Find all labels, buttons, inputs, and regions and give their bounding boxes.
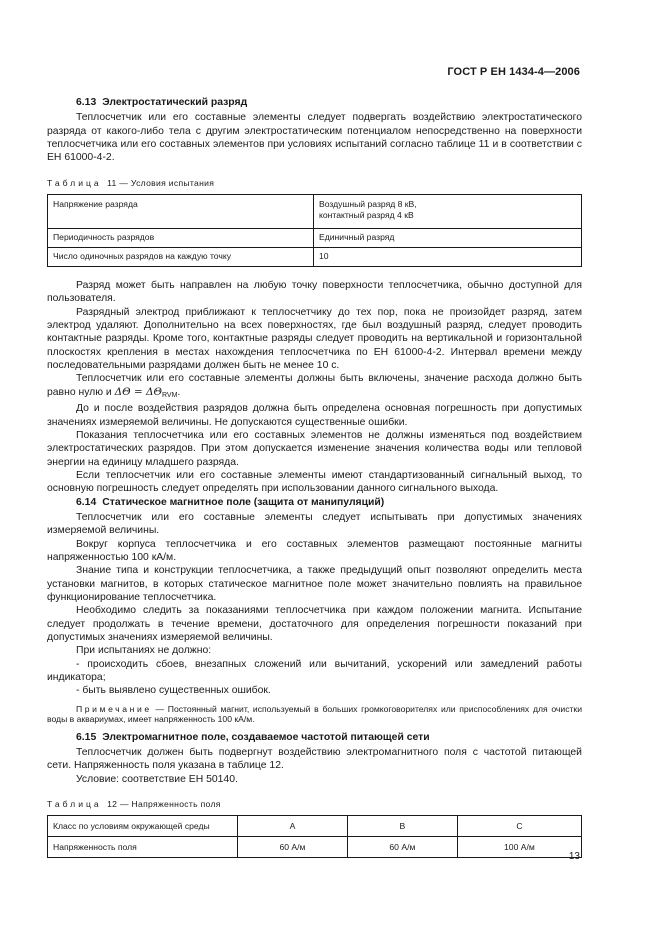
formula-subscript: RVM [161, 391, 178, 399]
table-row [48, 229, 582, 248]
table-cell: 60 А/м [238, 837, 348, 858]
paragraph: До и после воздействия разрядов должна быть определена основная погрешность при допустимых значениях измеряемой величины. Не допускаются существенные ошибки. [47, 403, 582, 428]
table-cell: Класс по условиям окружающей среды [48, 816, 238, 837]
paragraph: - быть выявлено существенных ошибок. [76, 685, 271, 697]
section-title: Электростатический разряд [102, 97, 248, 108]
table-row [48, 837, 582, 858]
table-cell: 100 А/м [457, 837, 581, 858]
paragraph: Разряд может быть направлен на любую точку поверхности теплосчетчика, обычно доступной для пользователя. [47, 280, 582, 305]
table-row [48, 195, 582, 229]
paragraph: При испытаниях не должно: [76, 645, 212, 657]
note-text: — Постоянный магнит, используемый в больших громкоговорителях или приспособлениях для очистки воды в аквариумах, имеет напряженность 100 кА/м. [47, 703, 582, 725]
table-11-caption [47, 177, 582, 190]
page-content [47, 96, 582, 858]
table-cell [314, 195, 582, 229]
table-12-caption [47, 798, 582, 811]
table-cell: 10 [314, 248, 582, 267]
paragraph: Условие: соответствие ЕН 50140. [76, 773, 238, 785]
table-caption-word: Таблица [47, 177, 102, 188]
page-number: 13 [568, 851, 580, 862]
paragraph: Теплосчетчик должен быть подвергнут воздействию электромагнитного поля с частотой питающей сети. Напряженность поля указана в таблице 12. [47, 747, 582, 772]
section-title: Электромагнитное поле, создаваемое частотой питающей сети [102, 731, 430, 743]
paragraph [47, 372, 582, 402]
paragraph: - происходить сбоев, внезапных сложений или вычитаний, ускорений или замедлений работы индикатора; [47, 658, 582, 684]
formula: ΔΘ = ΔΘ [114, 385, 162, 398]
section-heading-6-14 [76, 496, 582, 509]
table-cell: Напряжение разряда [48, 195, 314, 229]
table-cell: Число одиночных разрядов на каждую точку [48, 248, 314, 267]
section-number: 6.14 [76, 496, 97, 508]
paragraph-text: Теплосчетчик или его составные элементы должны быть включены, значение расхода должно быть равно нулю и [47, 373, 582, 398]
note [47, 704, 582, 725]
table-caption-text: 11 — Условия испытания [107, 177, 215, 188]
section-heading-6-15 [76, 731, 582, 744]
paragraph: Если теплосчетчик или его составные элементы имеют стандартизованный сигнальный выход, то основную погрешность следует определять при использовании данного сигнального выхода. [47, 469, 582, 495]
cell-line: контактный разряд 4 кВ [319, 210, 414, 221]
paragraph: Необходимо следить за показаниями теплосчетчика при каждом положении магнита. Испытание следует продолжать в течение времени, достаточного для определения погрешности показаний при допустимых значениях измеряемой величины. [47, 605, 582, 643]
table-row [48, 248, 582, 267]
table-cell: Единичный разряд [314, 229, 582, 248]
table-cell: Периодичность разрядов [48, 229, 314, 248]
section-heading-6-13 [76, 96, 582, 109]
table-caption-word: Таблица [47, 799, 102, 810]
section-number: 6.13 [76, 97, 97, 108]
table-cell: B [347, 816, 457, 837]
table-caption-text: 12 — Напряженность поля [107, 799, 221, 810]
document-code: ГОСТ Р ЕН 1434-4—2006 [447, 66, 580, 78]
cell-line: Воздушный разряд 8 кВ, [319, 199, 417, 210]
table-cell: 60 А/м [347, 837, 457, 858]
paragraph: Знание типа и конструкции теплосчетчика, а также предыдущий опыт позволяют определить места установки магнитов, в которых статическое магнитное поле может значительно повлиять на правильное функционирование теплосчетчика. [47, 565, 582, 603]
table-row [48, 816, 582, 837]
section-title: Статическое магнитное поле (защита от манипуляций) [102, 496, 385, 508]
table-cell: C [457, 816, 581, 837]
table-cell: A [238, 816, 348, 837]
paragraph: Теплосчетчик или его составные элементы следует испытывать при допустимых значениях измеряемой величины. [47, 511, 582, 537]
paragraph-end: . [177, 386, 181, 398]
table-11 [47, 194, 582, 267]
section-number: 6.15 [76, 731, 97, 743]
paragraph: Вокруг корпуса теплосчетчика и его составных элементов размещают постоянные магниты напряженностью 100 кА/м. [47, 538, 582, 563]
paragraph: Разрядный электрод приближают к теплосчетчику до тех пор, пока не произойдет разряд, затем электрод удаляют. Дополнительно на всех поверхностях, где был воздушный разряд, следует проводить контактные разряды. Кроме того, контактные разряды следует проводить на вертикальной и горизонтальной плоскостях крепления в местах нахождения теплосчетчика по ЕН 61000-4-2. Интервал времени между последовательными разрядами должен быть не менее 10 с. [47, 306, 582, 372]
note-label: Примечание [76, 703, 152, 714]
paragraph: Показания теплосчетчика или его составных элементов не должны изменяться под воздействием электростатических разрядов. При этом допускается изменение значения количества воды или тепловой энергии на единицу младшего разряда. [47, 429, 582, 468]
table-cell: Напряженность поля [48, 837, 238, 858]
table-12 [47, 815, 582, 858]
paragraph: Теплосчетчик или его составные элементы следует подвергать воздействию электростатического разряда от какого-либо тела с другим электростатическим потенциалом непосредственно на поверхности теплосчетчика или его составных элементов при условиях испытаний согласно таблице 11 и в соответствии с ЕН 61000-4-2. [47, 112, 582, 164]
